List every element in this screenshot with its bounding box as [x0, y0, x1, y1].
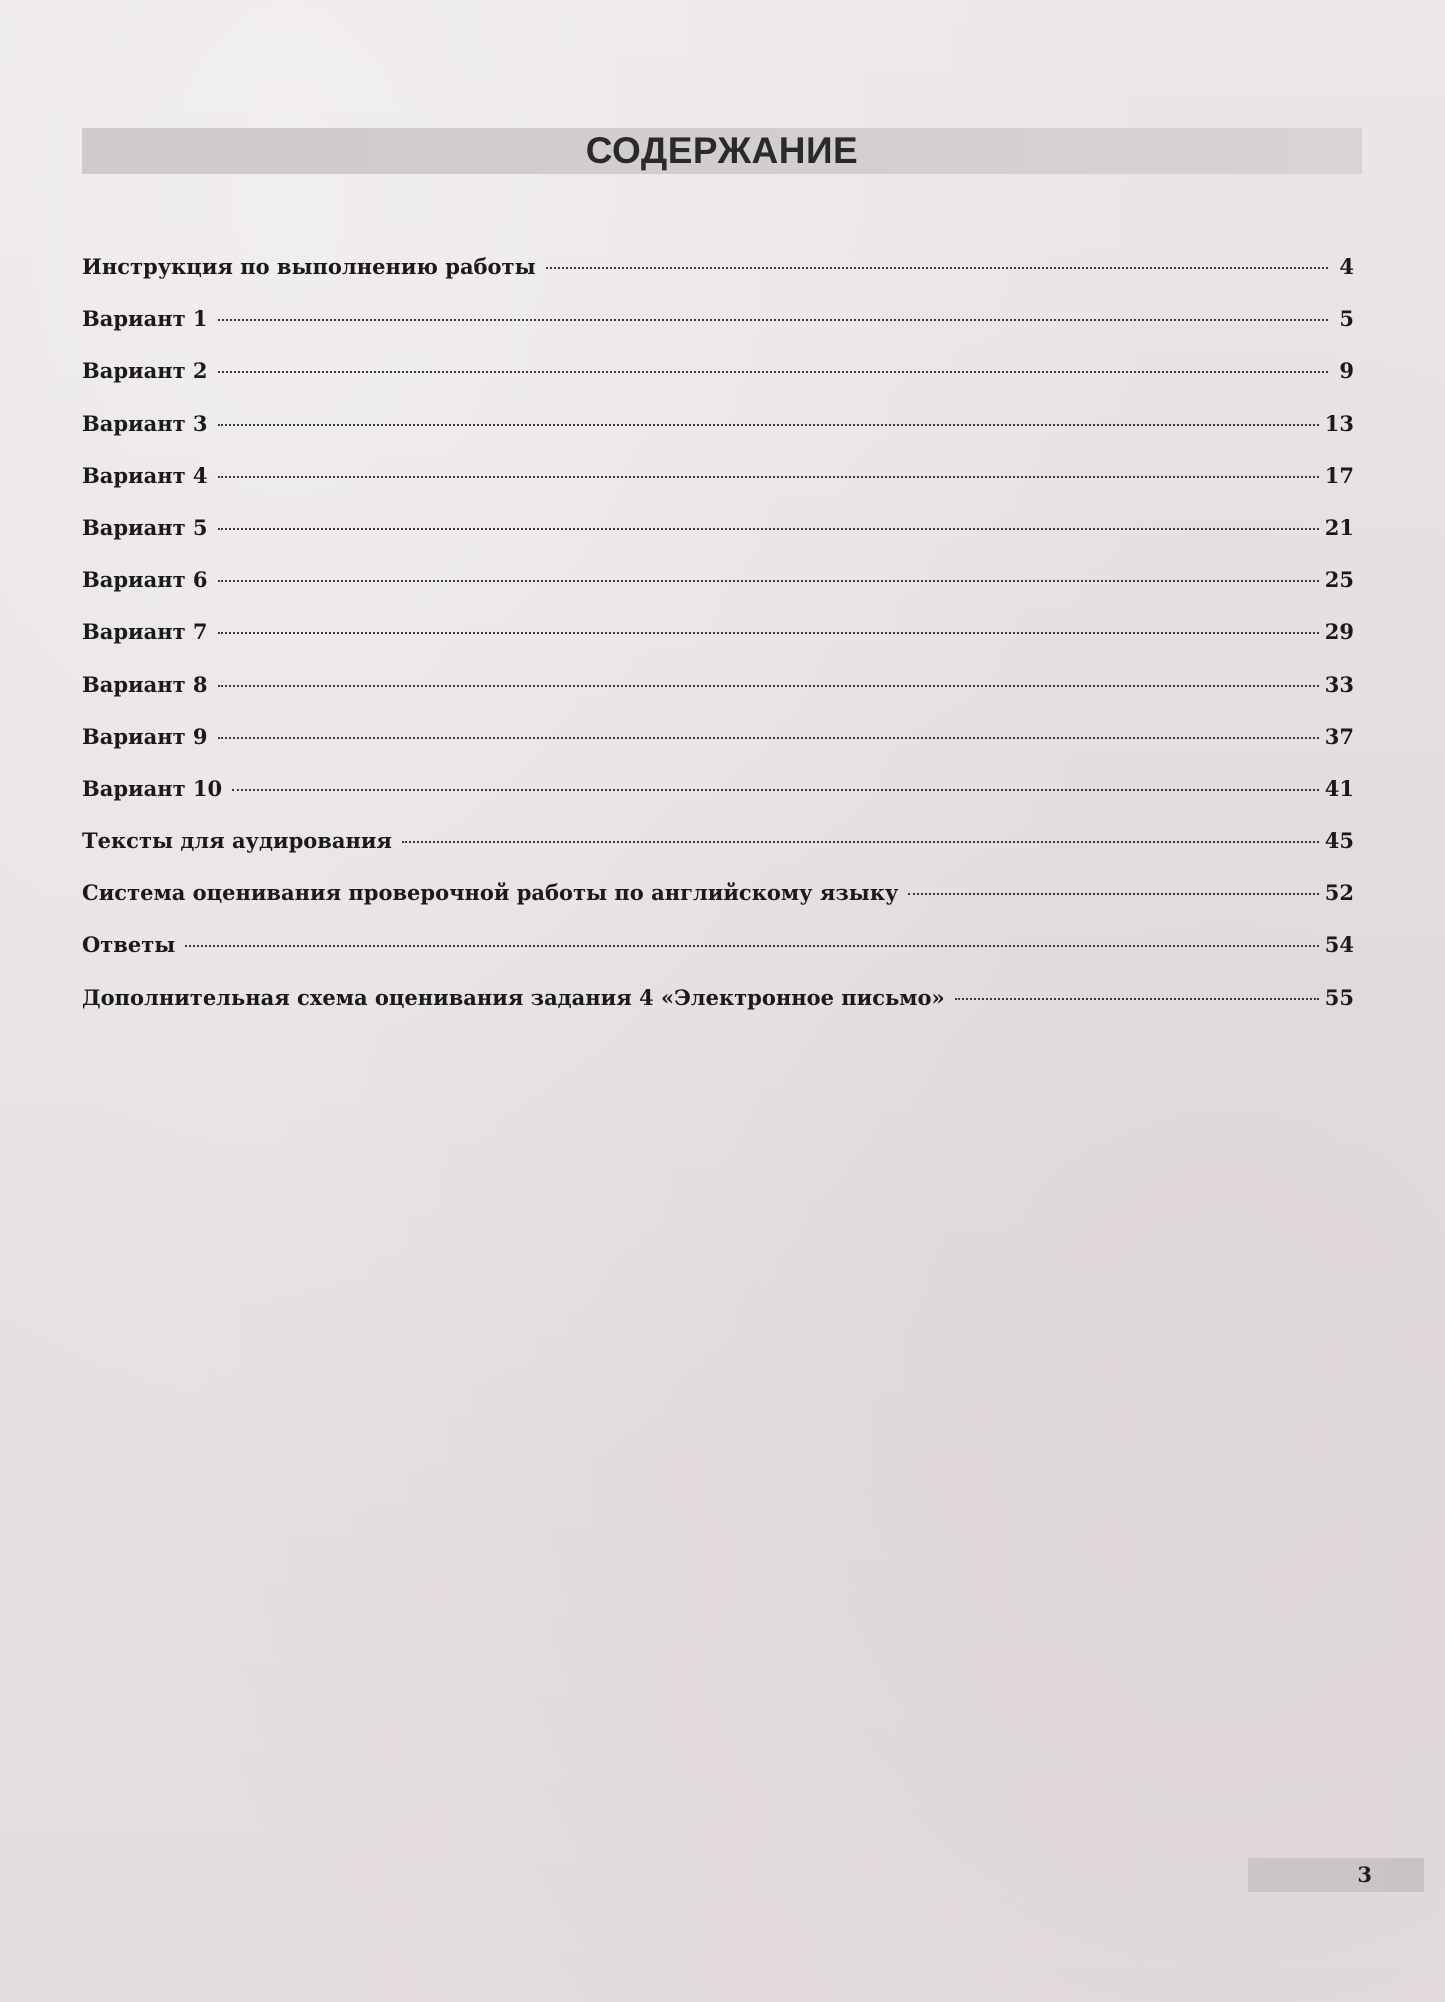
toc-entry[interactable]	[82, 672, 1354, 724]
toc-entry-label: Вариант 2	[82, 358, 208, 384]
toc-entry-page: 17	[1324, 462, 1354, 488]
toc-entry-label: Инструкция по выполнению работы	[82, 254, 536, 279]
toc-leader-dots	[218, 685, 1319, 687]
toc-leader-dots	[218, 371, 1328, 373]
toc-leader-dots	[218, 319, 1328, 321]
toc-entry[interactable]	[82, 306, 1354, 358]
toc-leader-dots	[218, 632, 1319, 634]
toc-entry[interactable]	[82, 567, 1354, 619]
toc-entry[interactable]	[82, 724, 1354, 776]
toc-entry[interactable]	[82, 985, 1354, 1037]
toc-entry-label: Вариант 9	[82, 723, 208, 749]
page-number: 3	[1357, 1862, 1372, 1887]
toc-entry-page: 25	[1324, 567, 1354, 593]
toc-leader-dots	[218, 580, 1319, 582]
toc-entry[interactable]	[82, 619, 1354, 671]
toc-entry[interactable]	[82, 411, 1354, 463]
toc-entry-page: 9	[1339, 358, 1354, 384]
table-of-contents	[82, 254, 1354, 1037]
toc-entry-page: 37	[1324, 723, 1354, 749]
toc-entry[interactable]	[82, 254, 1354, 306]
toc-entry-label: Вариант 1	[82, 306, 208, 332]
toc-entry-page: 33	[1324, 671, 1354, 697]
toc-entry[interactable]	[82, 358, 1354, 410]
toc-leader-dots	[218, 528, 1319, 530]
toc-leader-dots	[955, 998, 1319, 1000]
toc-entry[interactable]	[82, 463, 1354, 515]
toc-entry-page: 41	[1324, 775, 1354, 801]
toc-leader-dots	[232, 789, 1319, 791]
toc-entry[interactable]	[82, 880, 1354, 932]
toc-leader-dots	[218, 476, 1319, 478]
toc-leader-dots	[218, 424, 1319, 426]
toc-entry-label: Вариант 7	[82, 619, 208, 645]
toc-leader-dots	[908, 893, 1318, 895]
toc-entry-label: Дополнительная схема оценивания задания 4 «Электронное письмо»	[82, 984, 945, 1010]
toc-leader-dots	[546, 267, 1328, 269]
toc-leader-dots	[218, 737, 1319, 739]
toc-entry-label: Вариант 10	[82, 775, 223, 801]
toc-leader-dots	[185, 945, 1318, 947]
toc-entry-label: Вариант 4	[82, 462, 208, 488]
toc-entry-page: 21	[1324, 514, 1354, 540]
toc-entry-page: 55	[1324, 984, 1354, 1010]
toc-entry-page: 13	[1324, 410, 1354, 436]
toc-entry-label: Система оценивания проверочной работы по английскому языку	[82, 880, 899, 906]
toc-entry-page: 52	[1324, 880, 1354, 906]
toc-entry[interactable]	[82, 515, 1354, 567]
toc-entry-label: Ответы	[82, 932, 176, 958]
toc-entry-page: 54	[1324, 932, 1354, 958]
toc-entry-label: Вариант 5	[82, 514, 208, 540]
toc-entry-label: Тексты для аудирования	[82, 828, 392, 854]
toc-leader-dots	[402, 841, 1319, 843]
toc-entry-page: 4	[1339, 254, 1354, 279]
page-title: СОДЕРЖАНИЕ	[585, 130, 859, 171]
toc-entry[interactable]	[82, 932, 1354, 984]
toc-entry-label: Вариант 3	[82, 410, 208, 436]
toc-entry[interactable]	[82, 776, 1354, 828]
toc-entry[interactable]	[82, 828, 1354, 880]
toc-entry-page: 5	[1339, 306, 1354, 332]
toc-entry-page: 29	[1324, 619, 1354, 645]
toc-entry-label: Вариант 8	[82, 671, 208, 697]
toc-entry-page: 45	[1324, 828, 1354, 854]
toc-entry-label: Вариант 6	[82, 567, 208, 593]
